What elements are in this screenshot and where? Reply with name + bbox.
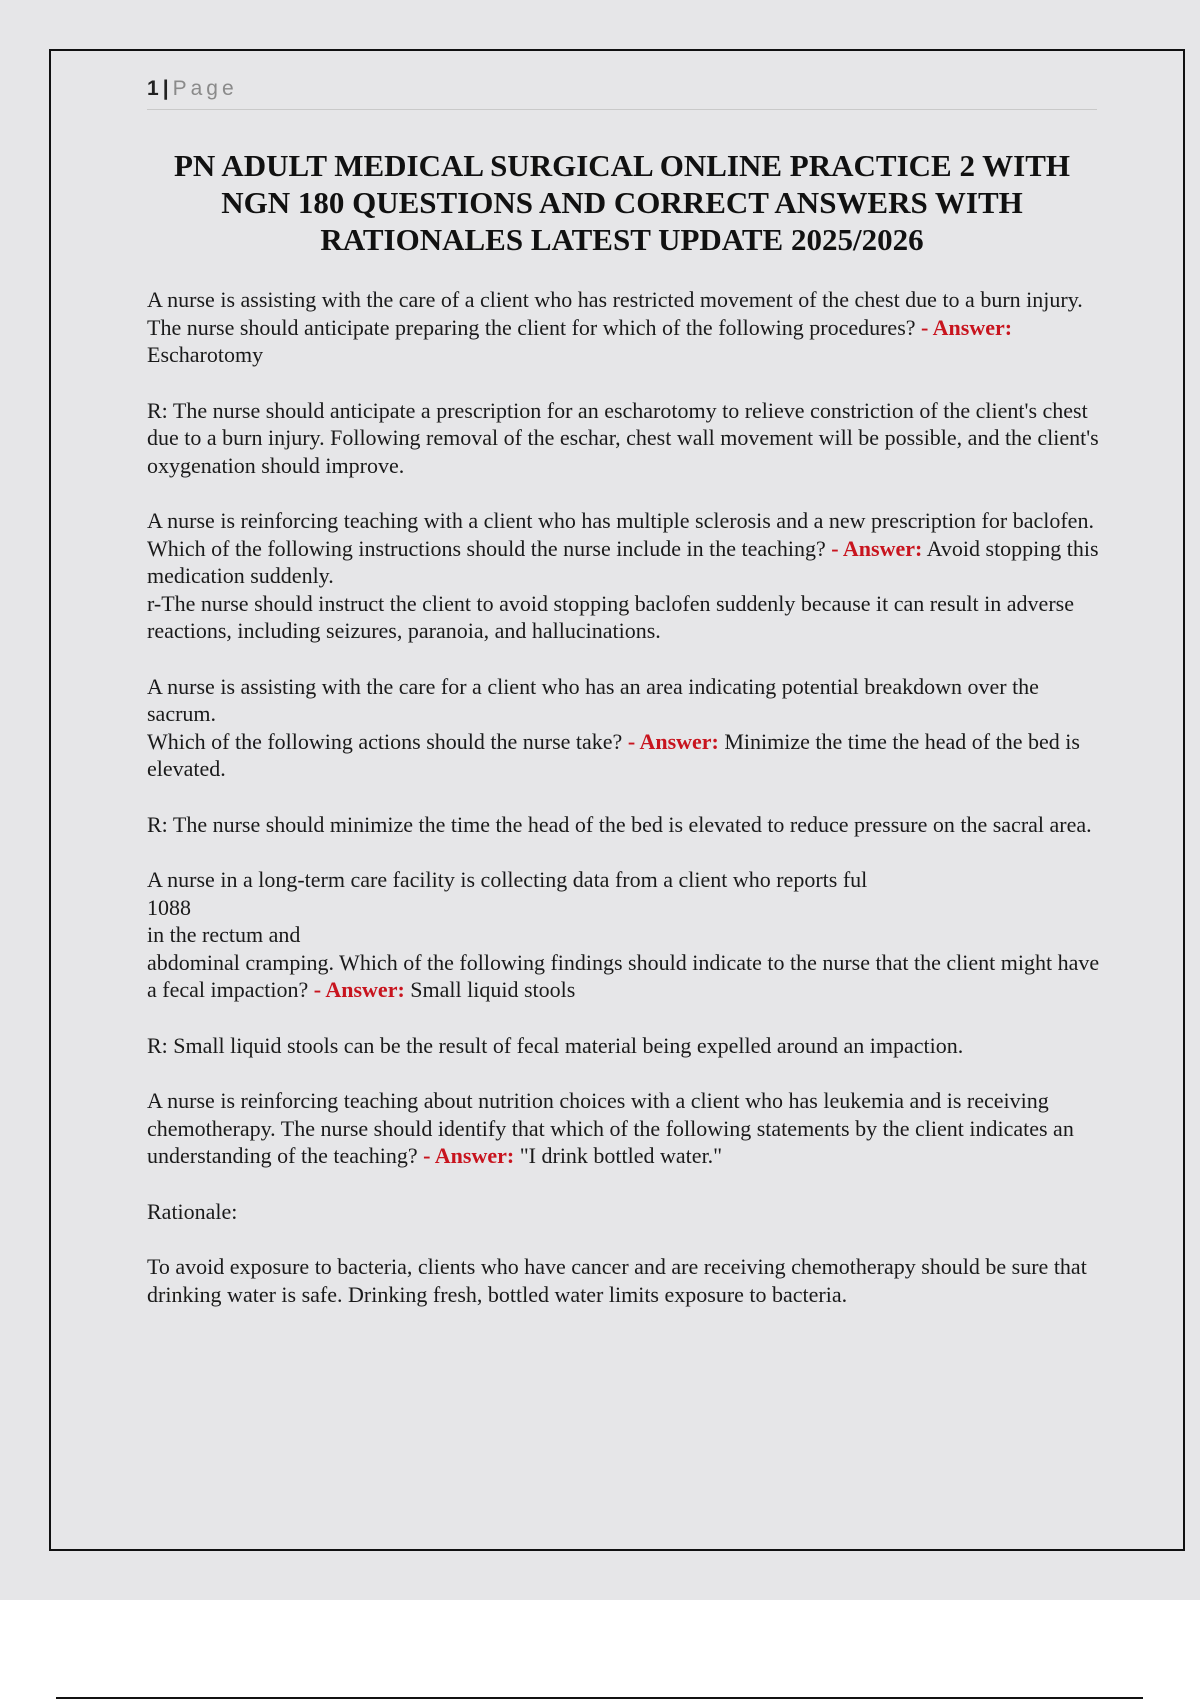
question-4-rationale: R: Small liquid stools can be the result of fecal material being expelled around an impaction. — [147, 1032, 964, 1058]
question-4 — [147, 866, 1107, 1004]
question-5-rationale-label: Rationale: — [147, 1198, 238, 1224]
question-2-answer: Avoid stopping this medication suddenly. — [147, 535, 1099, 588]
question-1 — [147, 286, 1107, 369]
page-label: Page — [172, 77, 238, 100]
question-4-text: abdominal cramping. Which of the following findings should indicate to the nurse that the client might have a fecal impaction? — [147, 949, 1100, 1002]
question-4-line-1: A nurse in a long-term care facility is collecting data from a client who reports ful — [147, 867, 868, 892]
answer-label: - Answer: — [313, 977, 405, 1002]
question-5 — [147, 1087, 1107, 1170]
answer-label: - Answer: — [831, 535, 923, 561]
bottom-divider — [56, 1697, 1143, 1699]
question-5-answer: "I drink bottled water." — [519, 1143, 723, 1168]
question-1-answer: Escharotomy — [147, 342, 264, 367]
page-border — [49, 49, 1185, 1551]
question-3-stem: A nurse is assisting with the care for a client who has an area indicating potential breakdown over the sacrum. — [147, 673, 1039, 726]
question-1-text: A nurse is assisting with the care of a client who has restricted movement of the chest due to a burn injury. The nurse should anticipate preparing the client for which of the following procedures? — [147, 287, 1083, 340]
question-2-text: Which of the following instructions should the nurse include in the teaching? — [147, 535, 826, 561]
question-2-stem: A nurse is reinforcing teaching with a client who has multiple sclerosis and a new prescription for baclofen. — [147, 508, 1094, 533]
question-2 — [147, 507, 1107, 645]
question-4-line-3: in the rectum and — [147, 922, 301, 947]
question-3 — [147, 673, 1107, 783]
question-4-answer: Small liquid stools — [410, 977, 576, 1002]
answer-label: - Answer: — [423, 1143, 515, 1168]
answer-label: - Answer: — [921, 314, 1013, 340]
question-5-rationale: To avoid exposure to bacteria, clients who have cancer and are receiving chemotherapy should be sure that drinking water is safe. Drinking fresh, bottled water limits exposure to bacteria. — [147, 1254, 1087, 1307]
question-3-rationale: R: The nurse should minimize the time the head of the bed is elevated to reduce pressure on the sacral area. — [147, 811, 1092, 837]
answer-label: - Answer: — [627, 728, 719, 754]
question-4-line-2: 1088 — [147, 894, 191, 920]
question-1-rationale: R: The nurse should anticipate a prescription for an escharotomy to relieve constriction of the client's chest due to a burn injury. Following removal of the eschar, chest wall movement will be possible, and the client's oxygenation should improve. — [147, 397, 1099, 478]
document-body — [147, 286, 1107, 1308]
question-5-text: A nurse is reinforcing teaching about nutrition choices with a client who has leukemia and is receiving chemotherapy. The nurse should identify that which of the following statements by the client indicates an understanding of the teaching? — [147, 1088, 1074, 1168]
page-header — [147, 77, 1097, 110]
page-number: 1 — [147, 77, 159, 100]
question-3-answer: Minimize the time the head of the bed is elevated. — [147, 728, 1080, 781]
question-3-text: Which of the following actions should the nurse take? — [147, 728, 623, 754]
page-separator: | — [162, 77, 169, 100]
document-title: PN ADULT MEDICAL SURGICAL ONLINE PRACTICE 2 WITH NGN 180 QUESTIONS AND CORRECT ANSWERS WITH RATIONALES LATEST UPDATE 2025/2026 — [173, 148, 1071, 257]
question-2-rationale: r-The nurse should instruct the client to avoid stopping baclofen suddenly because it can result in adverse reactions, including seizures, paranoia, and hallucinations. — [147, 590, 1074, 643]
